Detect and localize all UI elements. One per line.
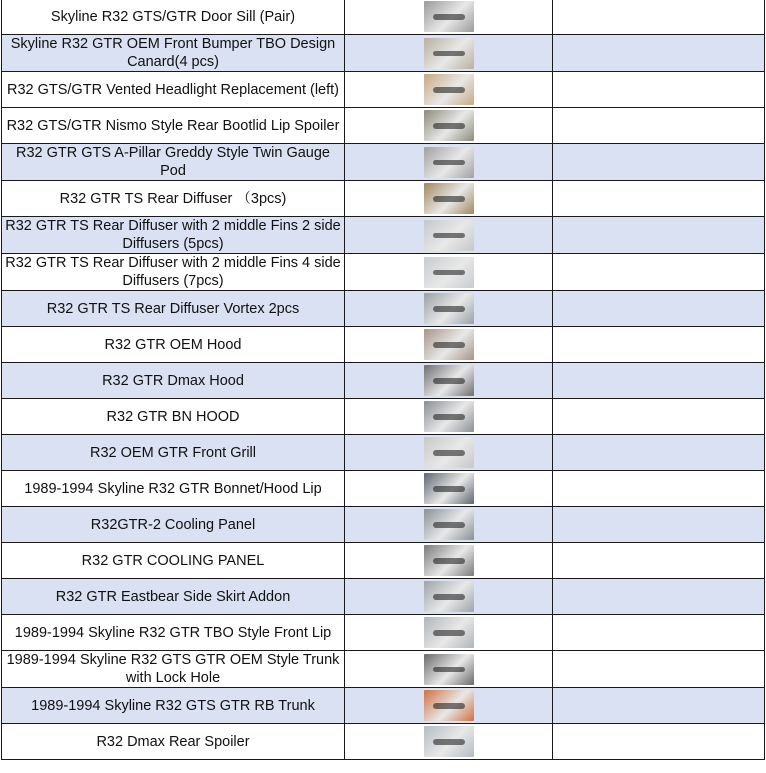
empty-cell[interactable]	[553, 399, 765, 435]
empty-cell[interactable]	[553, 507, 765, 543]
empty-cell[interactable]	[553, 144, 765, 181]
part-image-cell[interactable]	[345, 579, 553, 615]
part-image-cell[interactable]	[345, 471, 553, 507]
empty-cell[interactable]	[553, 0, 765, 35]
cooling-panel-photo-icon	[424, 545, 474, 576]
table-row	[2, 0, 765, 35]
empty-cell[interactable]	[553, 108, 765, 144]
part-image-cell[interactable]	[345, 651, 553, 688]
part-image-cell[interactable]	[345, 108, 553, 144]
empty-cell[interactable]	[553, 471, 765, 507]
part-name-cell[interactable]: R32GTR-2 Cooling Panel	[2, 507, 345, 543]
table-row	[2, 35, 765, 72]
part-image-cell[interactable]	[345, 0, 553, 35]
table-row	[2, 435, 765, 471]
table-row	[2, 399, 765, 435]
table-row	[2, 181, 765, 217]
empty-cell[interactable]	[553, 579, 765, 615]
part-image-cell[interactable]	[345, 399, 553, 435]
part-image-cell[interactable]	[345, 72, 553, 108]
part-image-cell[interactable]	[345, 688, 553, 724]
trunk-photo-icon	[424, 690, 474, 721]
rear-diffuser-fins-photo-icon	[424, 257, 474, 288]
empty-cell[interactable]	[553, 72, 765, 108]
part-name-cell[interactable]: R32 GTR OEM Hood	[2, 327, 345, 363]
front-lip-photo-icon	[424, 617, 474, 648]
part-image-cell[interactable]	[345, 144, 553, 181]
diffuser-vortex-photo-icon	[424, 293, 474, 324]
table-row	[2, 217, 765, 254]
hood-photo-icon	[424, 365, 474, 396]
part-name-cell[interactable]: R32 GTR COOLING PANEL	[2, 543, 345, 579]
table-row	[2, 327, 765, 363]
empty-cell[interactable]	[553, 254, 765, 291]
part-name-cell[interactable]: R32 GTR TS Rear Diffuser Vortex 2pcs	[2, 291, 345, 327]
hood-photo-icon	[424, 329, 474, 360]
table-row	[2, 144, 765, 181]
part-name-cell[interactable]: R32 GTR BN HOOD	[2, 399, 345, 435]
empty-cell[interactable]	[553, 363, 765, 399]
part-image-cell[interactable]	[345, 435, 553, 471]
table-row	[2, 72, 765, 108]
rear-diffuser-photo-icon	[424, 183, 474, 214]
part-image-cell[interactable]	[345, 363, 553, 399]
table-row	[2, 724, 765, 760]
table-row	[2, 507, 765, 543]
table-row	[2, 688, 765, 724]
empty-cell[interactable]	[553, 291, 765, 327]
part-name-cell[interactable]: R32 GTS/GTR Vented Headlight Replacement (left)	[2, 72, 345, 108]
door-sill-photo-icon	[424, 1, 474, 32]
empty-cell[interactable]	[553, 327, 765, 363]
hood-lip-photo-icon	[424, 473, 474, 504]
part-name-cell[interactable]: R32 GTR TS Rear Diffuser with 2 middle Fins 2 side Diffusers (5pcs)	[2, 217, 345, 254]
part-image-cell[interactable]	[345, 181, 553, 217]
empty-cell[interactable]	[553, 688, 765, 724]
part-name-cell[interactable]: R32 GTR Eastbear Side Skirt Addon	[2, 579, 345, 615]
trunk-photo-icon	[424, 654, 474, 685]
empty-cell[interactable]	[553, 181, 765, 217]
headlight-photo-icon	[424, 74, 474, 105]
empty-cell[interactable]	[553, 35, 765, 72]
part-name-cell[interactable]: R32 GTR TS Rear Diffuser with 2 middle Fins 4 side Diffusers (7pcs)	[2, 254, 345, 291]
gauge-pod-photo-icon	[424, 147, 474, 178]
table-row	[2, 543, 765, 579]
part-name-cell[interactable]: R32 OEM GTR Front Grill	[2, 435, 345, 471]
empty-cell[interactable]	[553, 435, 765, 471]
part-name-cell[interactable]: 1989-1994 Skyline R32 GTR TBO Style Front Lip	[2, 615, 345, 651]
part-name-cell[interactable]: 1989-1994 Skyline R32 GTS GTR OEM Style Trunk with Lock Hole	[2, 651, 345, 688]
empty-cell[interactable]	[553, 724, 765, 760]
table-row	[2, 108, 765, 144]
empty-cell[interactable]	[553, 217, 765, 254]
part-image-cell[interactable]	[345, 543, 553, 579]
part-name-cell[interactable]: 1989-1994 Skyline R32 GTS GTR RB Trunk	[2, 688, 345, 724]
table-row	[2, 651, 765, 688]
hood-photo-icon	[424, 401, 474, 432]
table-row	[2, 471, 765, 507]
part-name-cell[interactable]: Skyline R32 GTS/GTR Door Sill (Pair)	[2, 0, 345, 35]
bootlid-spoiler-photo-icon	[424, 110, 474, 141]
empty-cell[interactable]	[553, 615, 765, 651]
part-name-cell[interactable]: R32 GTR TS Rear Diffuser （3pcs)	[2, 181, 345, 217]
part-name-cell[interactable]: 1989-1994 Skyline R32 GTR Bonnet/Hood Lip	[2, 471, 345, 507]
part-image-cell[interactable]	[345, 35, 553, 72]
part-image-cell[interactable]	[345, 507, 553, 543]
table-row	[2, 254, 765, 291]
canard-photo-icon	[424, 38, 474, 69]
part-name-cell[interactable]: R32 GTS/GTR Nismo Style Rear Bootlid Lip Spoiler	[2, 108, 345, 144]
empty-cell[interactable]	[553, 543, 765, 579]
part-image-cell[interactable]	[345, 291, 553, 327]
part-image-cell[interactable]	[345, 724, 553, 760]
side-skirt-photo-icon	[424, 581, 474, 612]
part-name-cell[interactable]: R32 GTR Dmax Hood	[2, 363, 345, 399]
table-row	[2, 579, 765, 615]
cooling-panel-photo-icon	[424, 509, 474, 540]
part-image-cell[interactable]	[345, 217, 553, 254]
part-name-cell[interactable]: Skyline R32 GTR OEM Front Bumper TBO Design Canard(4 pcs)	[2, 35, 345, 72]
part-image-cell[interactable]	[345, 327, 553, 363]
part-image-cell[interactable]	[345, 254, 553, 291]
part-image-cell[interactable]	[345, 615, 553, 651]
rear-diffuser-fins-photo-icon	[424, 220, 474, 251]
part-name-cell[interactable]: R32 GTR GTS A-Pillar Greddy Style Twin Gauge Pod	[2, 144, 345, 181]
empty-cell[interactable]	[553, 651, 765, 688]
parts-table	[1, 0, 765, 760]
table-row	[2, 291, 765, 327]
front-grill-photo-icon	[424, 437, 474, 468]
part-name-cell[interactable]: R32 Dmax Rear Spoiler	[2, 724, 345, 760]
table-row	[2, 363, 765, 399]
rear-spoiler-photo-icon	[424, 726, 474, 757]
table-row	[2, 615, 765, 651]
